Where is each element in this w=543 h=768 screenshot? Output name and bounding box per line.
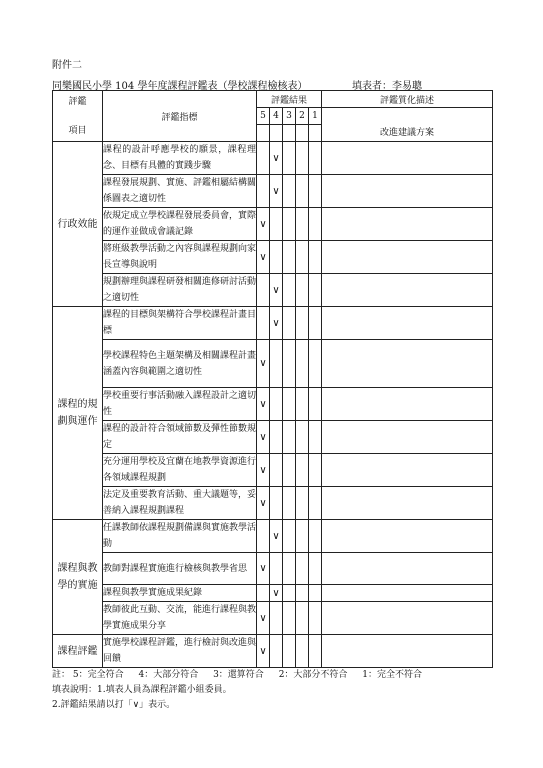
description-cell[interactable] [322, 454, 493, 487]
score-cell-2[interactable] [296, 340, 309, 388]
description-cell[interactable] [322, 585, 493, 602]
score-cell-4[interactable] [270, 208, 283, 241]
score-cell-5[interactable] [257, 241, 270, 274]
indicator-cell: 學校重要行事活動融入課程設計之適切性 [103, 388, 257, 421]
check-mark: ∨ [272, 587, 280, 599]
table-row [53, 241, 493, 274]
category-cell: 行政效能 [53, 142, 103, 307]
score-cell-4[interactable] [270, 520, 283, 553]
score-cell-2[interactable] [296, 421, 309, 454]
score-cell-2[interactable] [296, 585, 309, 602]
score-cell-2[interactable] [296, 602, 309, 635]
table-row [53, 142, 493, 175]
score-cell-3[interactable] [283, 208, 296, 241]
indicator-cell: 教師彼此互動、交流，能進行課程與教學實施成果分享 [103, 602, 257, 635]
score-cell-4[interactable] [270, 602, 283, 635]
description-cell[interactable] [322, 421, 493, 454]
score-cell-4[interactable] [270, 142, 283, 175]
description-cell[interactable] [322, 635, 493, 668]
score-cell-3[interactable] [283, 421, 296, 454]
score-cell-3[interactable] [283, 602, 296, 635]
check-mark: ∨ [259, 497, 267, 509]
header-row-1 [53, 91, 493, 108]
description-cell[interactable] [322, 520, 493, 553]
score-header-1: 1 [309, 108, 322, 125]
indicator-cell: 課程發展規劃、實施、評鑑相屬結構關係圖表之適切性 [103, 175, 257, 208]
legend-item: 3：還算符合 [213, 670, 264, 680]
score-cell-5[interactable] [257, 602, 270, 635]
table-row [53, 602, 493, 635]
header-category-bottom: 項目 [68, 125, 87, 136]
description-cell[interactable] [322, 388, 493, 421]
indicator-cell: 課程與教學實施成果紀錄 [103, 585, 257, 602]
score-cell-2[interactable] [296, 635, 309, 668]
indicator-cell: 課程的設計呼應學校的願景，課程理念、目標有具體的實踐步驟 [103, 142, 257, 175]
score-cell-5[interactable] [257, 421, 270, 454]
score-cell-1[interactable] [309, 602, 322, 635]
score-cell-5[interactable] [257, 553, 270, 585]
check-mark: ∨ [259, 431, 267, 443]
attachment-label: 附件二 [52, 60, 82, 71]
score-header-3: 3 [283, 108, 296, 125]
score-cell-5[interactable] [257, 585, 270, 602]
table-row [53, 553, 493, 585]
description-cell[interactable] [322, 340, 493, 388]
score-header-blank [257, 125, 270, 142]
score-cell-3[interactable] [283, 585, 296, 602]
score-cell-3[interactable] [283, 241, 296, 274]
score-cell-4[interactable] [270, 340, 283, 388]
note-line-1: 填表說明：1.填表人員為課程評鑑小組委員。 [52, 685, 232, 695]
evaluation-table [52, 90, 493, 668]
table-row [53, 454, 493, 487]
score-cell-2[interactable] [296, 208, 309, 241]
description-cell[interactable] [322, 241, 493, 274]
check-mark: ∨ [259, 218, 267, 230]
header-indicator: 評鑑指標 [103, 91, 257, 142]
score-cell-2[interactable] [296, 307, 309, 340]
header-result: 評鑑結果 [257, 91, 322, 108]
indicator-cell: 任課教師依課程規劃備課與實施教學活動 [103, 520, 257, 553]
description-cell[interactable] [322, 274, 493, 307]
score-cell-4[interactable] [270, 307, 283, 340]
check-mark: ∨ [259, 464, 267, 476]
score-cell-1[interactable] [309, 340, 322, 388]
check-mark: ∨ [259, 645, 267, 657]
score-cell-4[interactable] [270, 175, 283, 208]
score-cell-2[interactable] [296, 175, 309, 208]
score-cell-4[interactable] [270, 487, 283, 520]
check-mark: ∨ [272, 185, 280, 197]
table-row [53, 340, 493, 388]
score-header-blank [296, 125, 309, 142]
legend-item: 註： 5：完全符合 [52, 670, 124, 680]
description-cell[interactable] [322, 487, 493, 520]
score-cell-5[interactable] [257, 520, 270, 553]
score-cell-4[interactable] [270, 635, 283, 668]
check-mark: ∨ [272, 530, 280, 542]
indicator-cell: 課程的目標與架構符合學校課程計畫目標 [103, 307, 257, 340]
score-cell-1[interactable] [309, 307, 322, 340]
score-cell-1[interactable] [309, 274, 322, 307]
description-cell[interactable] [322, 142, 493, 175]
description-cell[interactable] [322, 208, 493, 241]
indicator-cell: 充分運用學校及宜蘭在地教學資源進行各領域課程規劃 [103, 454, 257, 487]
score-header-5: 5 [257, 108, 270, 125]
score-header-blank [270, 125, 283, 142]
score-cell-3[interactable] [283, 487, 296, 520]
table-row [53, 520, 493, 553]
score-cell-1[interactable] [309, 585, 322, 602]
table-row [53, 307, 493, 340]
score-cell-5[interactable] [257, 340, 270, 388]
indicator-cell: 法定及重要教育活動、重大議題等，妥善納入課程規劃課程 [103, 487, 257, 520]
indicator-cell: 實施學校課程評鑑，進行檢討與改進與回饋 [103, 635, 257, 668]
table-row [53, 208, 493, 241]
score-cell-5[interactable] [257, 635, 270, 668]
score-header-2: 2 [296, 108, 309, 125]
check-mark: ∨ [259, 251, 267, 263]
score-cell-3[interactable] [283, 520, 296, 553]
indicator-cell: 課程的設計符合領域節數及彈性節數規定 [103, 421, 257, 454]
score-cell-1[interactable] [309, 635, 322, 668]
score-cell-5[interactable] [257, 307, 270, 340]
score-cell-4[interactable] [270, 274, 283, 307]
indicator-cell: 教師對課程實施進行檢核與教學省思 [103, 553, 257, 585]
filler-name: 填表者：李易聰 [352, 81, 422, 92]
score-cell-4[interactable] [270, 241, 283, 274]
description-cell[interactable] [322, 602, 493, 635]
legend-item: 1：完全不符合 [362, 670, 423, 680]
table-body [53, 91, 493, 668]
score-cell-2[interactable] [296, 142, 309, 175]
indicator-cell: 依規定成立學校課程發展委員會，實際的運作並做成會議記錄 [103, 208, 257, 241]
score-cell-3[interactable] [283, 340, 296, 388]
table-row [53, 635, 493, 668]
score-cell-1[interactable] [309, 175, 322, 208]
score-cell-3[interactable] [283, 274, 296, 307]
score-cell-5[interactable] [257, 208, 270, 241]
indicator-cell: 將班級教學活動之內容與課程規劃向家長宣導與說明 [103, 241, 257, 274]
score-cell-5[interactable] [257, 388, 270, 421]
score-cell-2[interactable] [296, 553, 309, 585]
score-header-4: 4 [270, 108, 283, 125]
score-cell-4[interactable] [270, 585, 283, 602]
score-cell-3[interactable] [283, 454, 296, 487]
score-legend [52, 668, 434, 683]
notes [52, 668, 434, 713]
table-row [53, 421, 493, 454]
indicator-cell: 規劃辦理與課程研發相關進修研討活動之適切性 [103, 274, 257, 307]
legend-item: 2：大部分不符合 [278, 670, 348, 680]
table-row [53, 388, 493, 421]
table-row [53, 487, 493, 520]
legend-item: 4：大部分符合 [138, 670, 199, 680]
note-line-2: 2.評鑑結果請以打「∨」表示。 [52, 700, 176, 710]
category-cell: 課程評鑑 [53, 635, 103, 668]
score-cell-1[interactable] [309, 520, 322, 553]
score-cell-1[interactable] [309, 142, 322, 175]
category-cell: 課程與教學的實施 [53, 520, 103, 635]
score-cell-2[interactable] [296, 520, 309, 553]
header-category-top: 評鑑 [68, 96, 87, 107]
score-cell-5[interactable] [257, 175, 270, 208]
score-cell-5[interactable] [257, 274, 270, 307]
score-cell-3[interactable] [283, 175, 296, 208]
form-title: 同樂國民小學 104 學年度課程評鑑表（學校課程檢核表） [52, 81, 308, 92]
check-mark: ∨ [259, 398, 267, 410]
score-cell-4[interactable] [270, 553, 283, 585]
check-mark: ∨ [259, 358, 267, 369]
score-cell-4[interactable] [270, 421, 283, 454]
header-desc-top: 評鑑質化描述 [322, 91, 493, 108]
score-cell-2[interactable] [296, 241, 309, 274]
score-cell-3[interactable] [283, 635, 296, 668]
check-mark: ∨ [272, 152, 280, 164]
score-cell-4[interactable] [270, 454, 283, 487]
table-row [53, 585, 493, 602]
score-cell-1[interactable] [309, 487, 322, 520]
description-cell[interactable] [322, 553, 493, 585]
score-cell-2[interactable] [296, 454, 309, 487]
score-cell-1[interactable] [309, 421, 322, 454]
score-cell-3[interactable] [283, 307, 296, 340]
indicator-cell: 學校課程特色主題架構及相關課程計畫涵蓋內容與範圍之適切性 [103, 340, 257, 388]
description-cell[interactable] [322, 307, 493, 340]
check-mark: ∨ [272, 284, 280, 296]
score-cell-1[interactable] [309, 388, 322, 421]
score-cell-1[interactable] [309, 454, 322, 487]
score-cell-2[interactable] [296, 388, 309, 421]
score-cell-2[interactable] [296, 274, 309, 307]
check-mark: ∨ [259, 563, 267, 574]
score-cell-5[interactable] [257, 454, 270, 487]
score-cell-3[interactable] [283, 388, 296, 421]
score-cell-2[interactable] [296, 487, 309, 520]
score-cell-5[interactable] [257, 142, 270, 175]
score-cell-1[interactable] [309, 553, 322, 585]
score-cell-3[interactable] [283, 142, 296, 175]
score-cell-3[interactable] [283, 553, 296, 585]
header-desc-bottom: 改進建議方案 [322, 108, 493, 142]
score-header-blank [283, 125, 296, 142]
score-cell-4[interactable] [270, 388, 283, 421]
check-mark: ∨ [272, 317, 280, 329]
score-cell-5[interactable] [257, 487, 270, 520]
score-cell-1[interactable] [309, 241, 322, 274]
score-cell-1[interactable] [309, 208, 322, 241]
score-header-blank [309, 125, 322, 142]
header-category [53, 91, 103, 142]
category-cell: 課程的規劃與運作 [53, 307, 103, 520]
description-cell[interactable] [322, 175, 493, 208]
table-row [53, 175, 493, 208]
table-row [53, 274, 493, 307]
check-mark: ∨ [259, 612, 267, 624]
